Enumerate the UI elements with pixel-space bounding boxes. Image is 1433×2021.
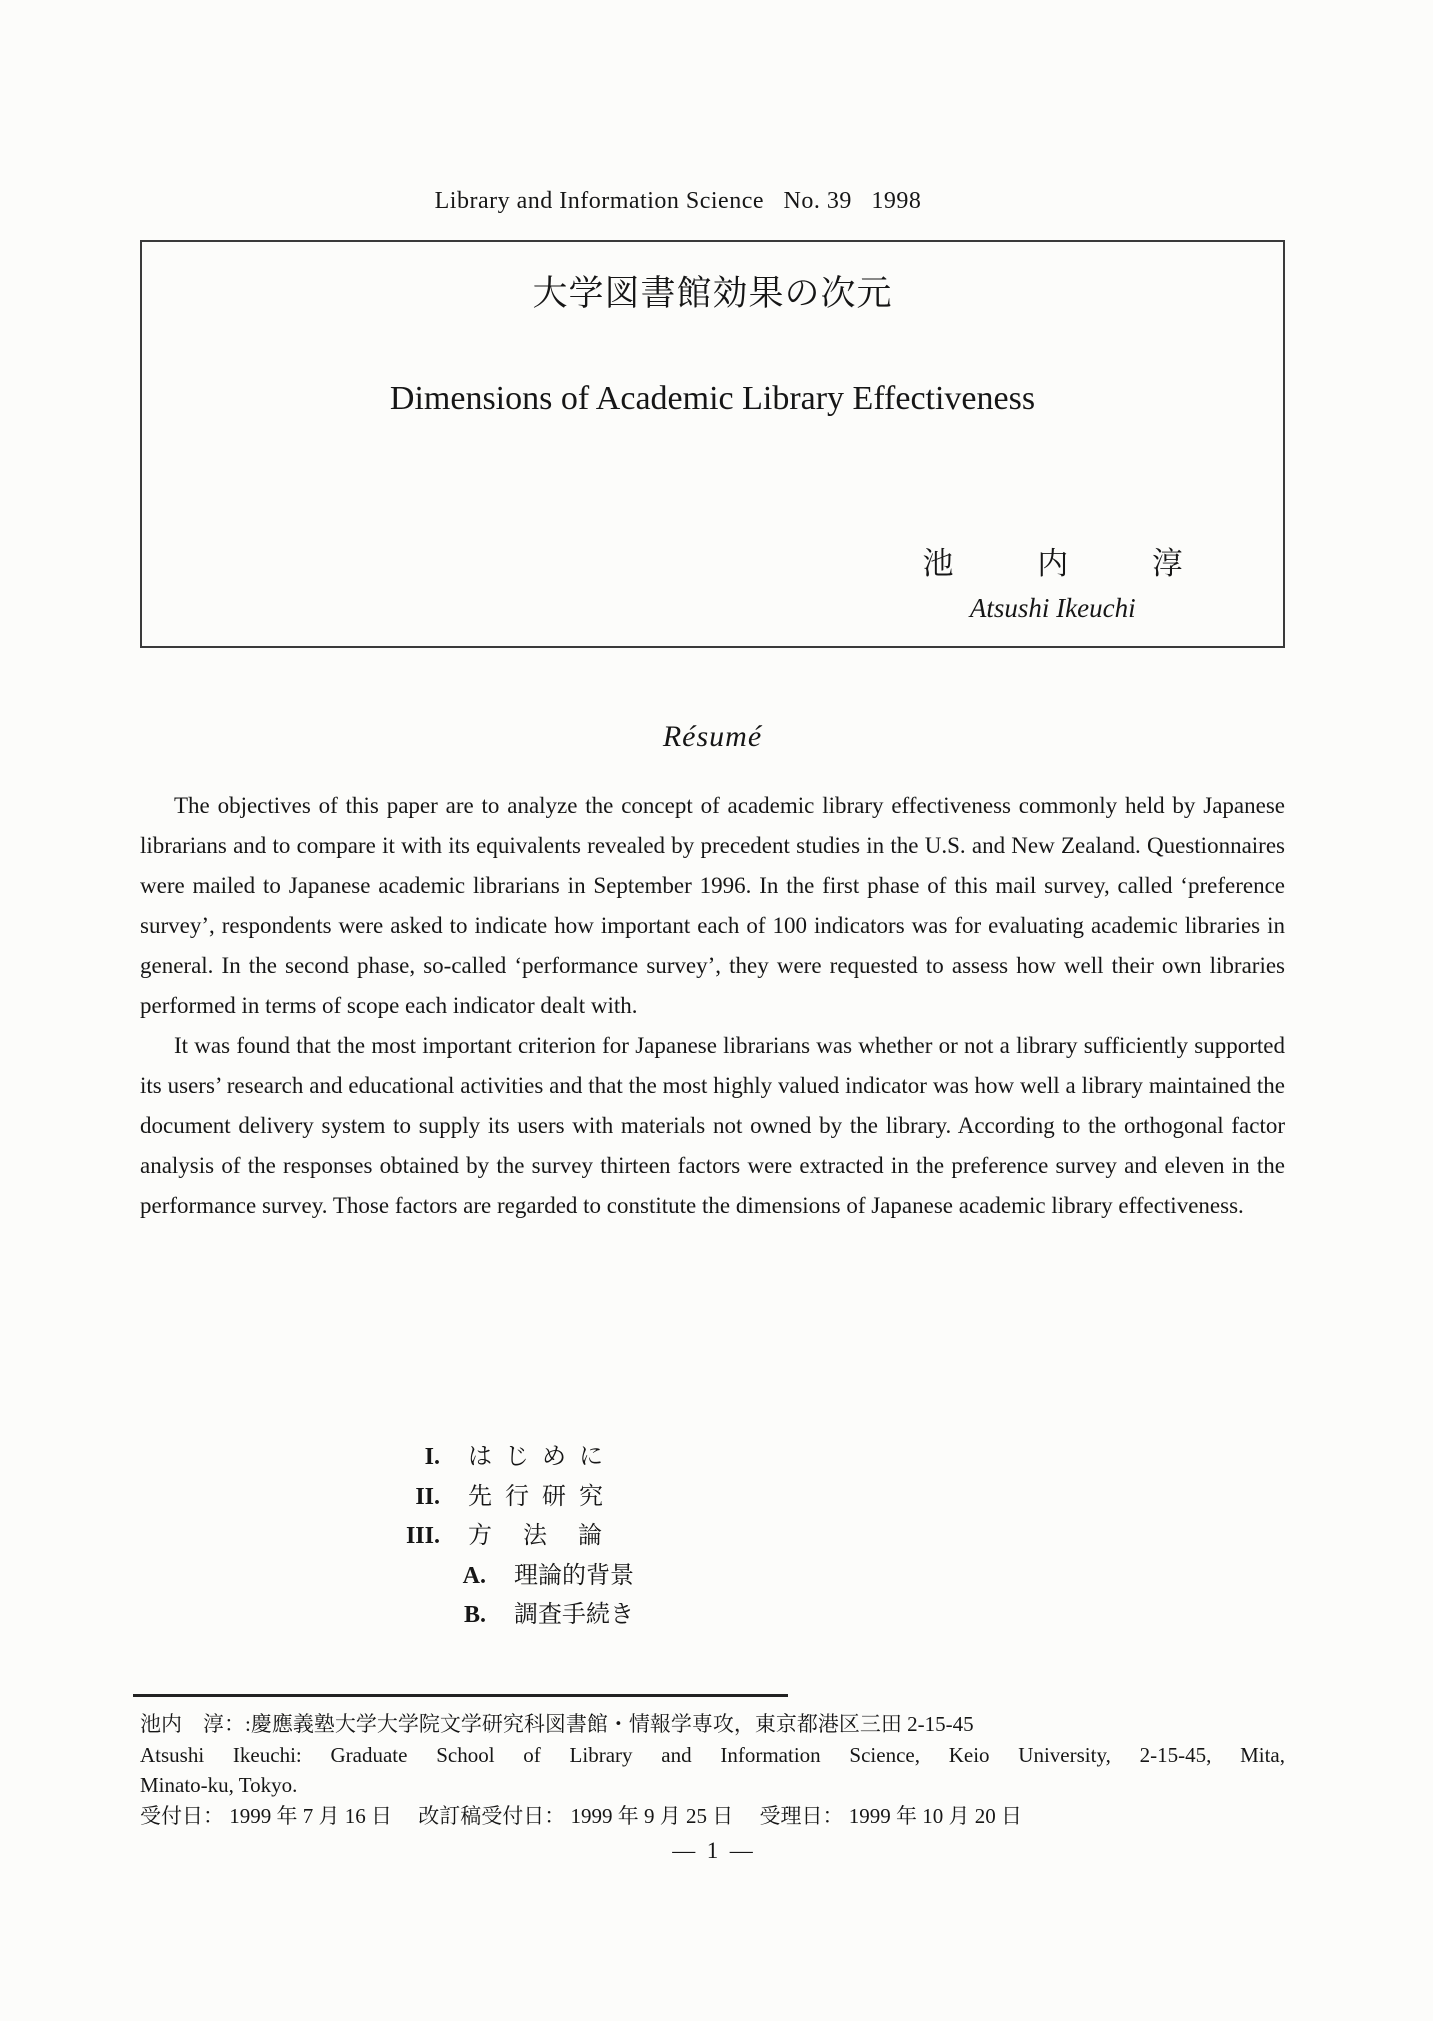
author-name-english: Atsushi Ikeuchi xyxy=(969,593,1136,623)
abstract-section xyxy=(140,786,1285,1226)
toc-item-3a xyxy=(378,1555,634,1595)
toc-numeral: II. xyxy=(415,1483,440,1510)
toc-item-1 xyxy=(378,1436,634,1476)
toc-label: 方法論 xyxy=(468,1523,633,1549)
toc-label: 先行研究 xyxy=(468,1483,616,1510)
paper-title-japanese: 大学図書館効果の次元 xyxy=(532,274,893,313)
toc-label: はじめに xyxy=(468,1444,616,1470)
journal-header: Library and Information Science No. 39 1998 xyxy=(434,188,922,214)
abstract-paragraph-2: It was found that the most important criterion for Japanese librarians was whether or not a library sufficiently supported its users’ research and educational activities and that the most highly valued indicator was how well a library maintained the document delivery system to supply its users with materials not owned by the library. According to the orthogonal factor analysis of the responses obtained by the survey thirteen factors were extracted in the preference survey and eleven in the performance survey. Those factors are regarded to constitute the dimensions of Japanese academic library effectiveness. xyxy=(140,1033,1285,1218)
toc-item-3 xyxy=(378,1515,634,1555)
toc-numeral: B. xyxy=(463,1602,486,1628)
footnote-dates: 受付日： 1999 年 7 月 16 日 改訂稿受付日： 1999 年 9 月 25 日 受理日： 1999 年 10 月 20 日 xyxy=(140,1803,1022,1828)
abstract-paragraph-1: The objectives of this paper are to analyze the concept of academic library effectiveness commonly held by Japanese librarians and to compare it with its equivalents revealed by precedent studies in the U.S. and New Zealand. Questionnaires were mailed to Japanese academic librarians in September 1996. In the first phase of this mail survey, called ‘preference survey’, respondents were asked to indicate how important each of 100 indicators was for evaluating academic libraries in general. In the second phase, so-called ‘performance survey’, they were requested to assess how well their own libraries performed in terms of scope each indicator dealt with. xyxy=(140,793,1285,1018)
author-name-japanese: 池 内 淳 xyxy=(922,546,1221,581)
toc-numeral: III. xyxy=(405,1523,440,1549)
table-of-contents xyxy=(378,1436,634,1634)
footnote-divider xyxy=(133,1694,788,1697)
footnote-affiliation-english-line1: Atsushi Ikeuchi: Graduate School of Library and Information Science, Keio University, 2-15-45, Mita, xyxy=(140,1742,1285,1767)
toc-numeral: A. xyxy=(462,1562,486,1589)
page-number: — 1 — xyxy=(672,1838,753,1863)
footnote-affiliation-english-line2: Minato-ku, Tokyo. xyxy=(140,1773,298,1797)
toc-item-2 xyxy=(378,1476,634,1516)
toc-label: 理論的背景 xyxy=(514,1562,634,1589)
footnote-affiliation-japanese: 池内 淳：:慶應義塾大学大学院文学研究科図書館・情報学専攻，東京都港区三田 2-15-45 xyxy=(140,1712,974,1736)
toc-label: 調査手続き xyxy=(514,1602,634,1628)
toc-numeral: I. xyxy=(424,1444,440,1470)
title-box xyxy=(140,240,1285,648)
toc-item-3b xyxy=(378,1594,634,1634)
paper-title-english: Dimensions of Academic Library Effectiveness xyxy=(389,380,1036,417)
abstract-heading: Résumé xyxy=(662,720,763,753)
footnote xyxy=(140,1694,1285,1831)
author-block xyxy=(885,538,1222,624)
